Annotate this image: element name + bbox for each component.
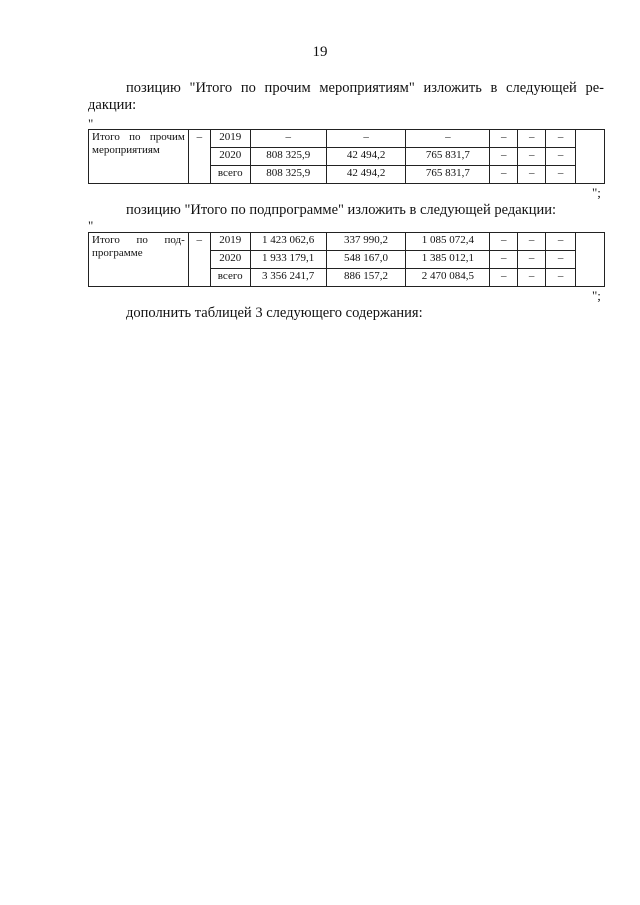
value-cell: 765 831,7 xyxy=(406,166,490,184)
dash-cell: – xyxy=(188,233,210,287)
value-cell: – xyxy=(546,251,576,269)
value-cell: – xyxy=(518,166,546,184)
paragraph-subprogram xyxy=(88,202,604,219)
value-cell: 886 157,2 xyxy=(326,269,406,287)
paragraph-line: дополнить таблицей 3 следующего содержания: xyxy=(126,305,423,321)
value-cell: 1 385 012,1 xyxy=(406,251,490,269)
year-cell: 2020 xyxy=(210,251,250,269)
open-quote: " xyxy=(88,218,94,233)
open-quote: " xyxy=(88,116,94,131)
row-name-cell: Итого по под- программе xyxy=(89,233,189,287)
value-cell: 1 933 179,1 xyxy=(250,251,326,269)
value-cell: – xyxy=(250,130,326,148)
close-quote: "; xyxy=(592,185,601,200)
value-cell: – xyxy=(518,233,546,251)
year-cell: 2020 xyxy=(210,148,250,166)
value-cell: 1 423 062,6 xyxy=(250,233,326,251)
paragraph-add-table xyxy=(88,305,604,322)
empty-cell xyxy=(576,130,605,184)
dash-cell: – xyxy=(188,130,210,184)
page-number: 19 xyxy=(312,44,328,60)
value-cell: – xyxy=(546,130,576,148)
value-cell: – xyxy=(490,148,518,166)
value-cell: 548 167,0 xyxy=(326,251,406,269)
value-cell: – xyxy=(406,130,490,148)
value-cell: – xyxy=(490,269,518,287)
value-cell: – xyxy=(518,130,546,148)
value-cell: 808 325,9 xyxy=(250,166,326,184)
value-cell: 765 831,7 xyxy=(406,148,490,166)
year-cell: всего xyxy=(210,269,250,287)
value-cell: 1 085 072,4 xyxy=(406,233,490,251)
table-row xyxy=(89,233,605,251)
close-quote: "; xyxy=(592,288,601,303)
value-cell: – xyxy=(490,251,518,269)
totals-table-other-activities xyxy=(88,129,605,184)
value-cell: 3 356 241,7 xyxy=(250,269,326,287)
value-cell: – xyxy=(546,233,576,251)
value-cell: 337 990,2 xyxy=(326,233,406,251)
value-cell: 42 494,2 xyxy=(326,166,406,184)
paragraph-other-activities xyxy=(88,80,604,114)
value-cell: – xyxy=(518,251,546,269)
value-cell: – xyxy=(326,130,406,148)
value-cell: – xyxy=(546,148,576,166)
paragraph-line: позицию "Итого по прочим мероприятиям" изложить в следующей ре- xyxy=(126,80,604,96)
totals-table-subprogram xyxy=(88,232,605,287)
value-cell: 2 470 084,5 xyxy=(406,269,490,287)
value-cell: – xyxy=(518,148,546,166)
value-cell: – xyxy=(546,269,576,287)
year-cell: всего xyxy=(210,166,250,184)
year-cell: 2019 xyxy=(210,233,250,251)
value-cell: – xyxy=(490,233,518,251)
paragraph-line: дакции: xyxy=(88,97,137,113)
year-cell: 2019 xyxy=(210,130,250,148)
empty-cell xyxy=(576,233,605,287)
value-cell: – xyxy=(490,166,518,184)
table-row xyxy=(89,130,605,148)
value-cell: 808 325,9 xyxy=(250,148,326,166)
paragraph-line: позицию "Итого по подпрограмме" изложить в следующей редакции: xyxy=(126,202,557,218)
value-cell: 42 494,2 xyxy=(326,148,406,166)
row-name-cell: Итого по прочим мероприятиям xyxy=(89,130,189,184)
value-cell: – xyxy=(490,130,518,148)
value-cell: – xyxy=(518,269,546,287)
value-cell: – xyxy=(546,166,576,184)
